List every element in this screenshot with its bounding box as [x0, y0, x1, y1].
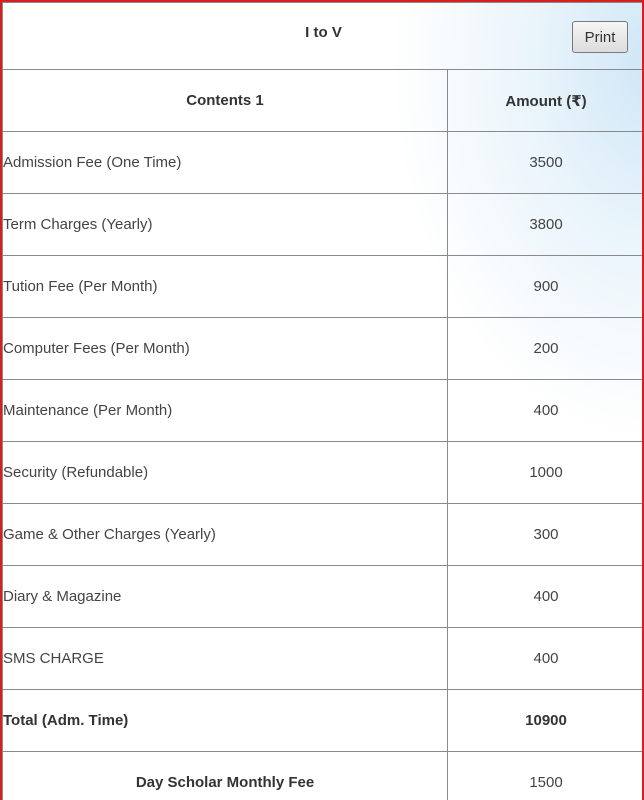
fee-label: Computer Fees (Per Month): [3, 318, 448, 380]
table-row: [3, 442, 644, 504]
fee-amount: 3800: [448, 194, 644, 256]
header-row: [3, 70, 644, 132]
fee-amount: 900: [448, 256, 644, 318]
fee-label: Security (Refundable): [3, 442, 448, 504]
total-amount: 10900: [448, 690, 644, 752]
fee-label: Term Charges (Yearly): [3, 194, 448, 256]
fee-amount: 1000: [448, 442, 644, 504]
total-label: Total (Adm. Time): [3, 690, 448, 752]
fee-label: Diary & Magazine: [3, 566, 448, 628]
table-row: [3, 566, 644, 628]
table-title: I to V: [305, 24, 342, 41]
title-row: [3, 3, 644, 70]
fee-table: [2, 2, 644, 800]
table-row: [3, 504, 644, 566]
table-row: [3, 194, 644, 256]
table-row: [3, 256, 644, 318]
fee-label: Maintenance (Per Month): [3, 380, 448, 442]
fee-amount: 400: [448, 566, 644, 628]
fee-amount: 200: [448, 318, 644, 380]
day-scholar-amount: 1500: [448, 752, 644, 800]
fee-amount: 300: [448, 504, 644, 566]
fee-label: Tution Fee (Per Month): [3, 256, 448, 318]
day-scholar-label: Day Scholar Monthly Fee: [3, 752, 448, 800]
table-row: [3, 132, 644, 194]
title-cell: [3, 3, 644, 70]
column-header-amount: Amount (₹): [448, 70, 644, 132]
fee-label: SMS CHARGE: [3, 628, 448, 690]
fee-amount: 400: [448, 380, 644, 442]
table-row: [3, 318, 644, 380]
day-scholar-row: [3, 752, 644, 800]
fee-label: Admission Fee (One Time): [3, 132, 448, 194]
table-row: [3, 628, 644, 690]
fee-label: Game & Other Charges (Yearly): [3, 504, 448, 566]
fee-amount: 3500: [448, 132, 644, 194]
column-header-contents: Contents 1: [3, 70, 448, 132]
table-row: [3, 380, 644, 442]
total-row: [3, 690, 644, 752]
print-button[interactable]: Print: [572, 21, 628, 53]
fee-amount: 400: [448, 628, 644, 690]
